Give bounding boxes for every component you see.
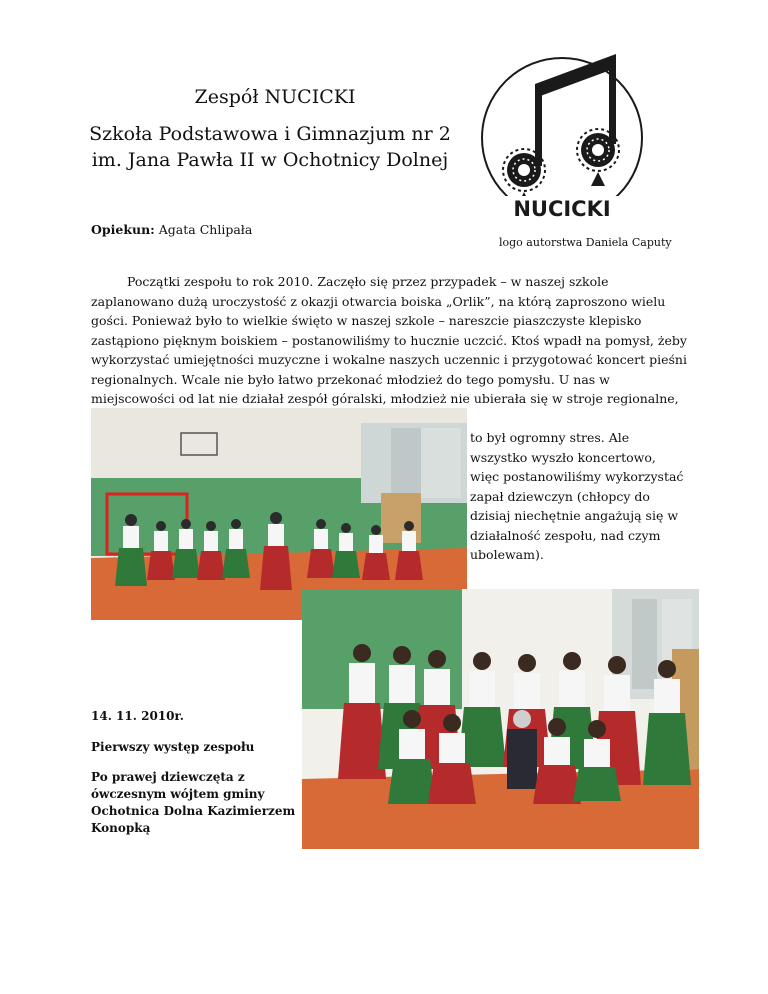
paragraph-intro-text: Początki zespołu to rok 2010. Zaczęło się przez przypadek – w naszej szkole zaplanowano dużą uroczystość z okazji otwarcia boiska „Orlik”, na którą zaproszono wielu gości. Ponieważ było to wielkie święto w naszej szkole – nareszcie piaszczyste klepisko zastąpiono pięknym boiskiem – postanowiliśmy to hucznie uczcić. Ktoś wpadł na pomysł, żeby wykorzystać umiejętności muzyczne i wokalne naszych uczennic i przygotować koncert pieśni regionalnych. Wcale nie było łatwo przekonać młodzież do tego pomysłu. U nas w miejscowości od lat nie działał zespół góralski, młodzież nie ubierała się w stroje regionalne,	[91, 274, 687, 406]
caption-description: Po prawej dziewczęta z ówczesnym wójtem gminy Ochotnica Dolna Kazimierzem Konopką	[91, 770, 296, 835]
paragraph-continuation: to był ogromny stres. Ale wszystko wyszło koncertowo, więc postanowiliśmy wykorzystać zapał dziewczyn (chłopcy do dzisiaj niechętnie angażują się w działalność zespołu, nad czym ubolewam).	[470, 430, 684, 562]
opiekun-name: Agata Chlipała	[158, 222, 253, 237]
opiekun-line	[91, 222, 252, 237]
opiekun-label: Opiekun:	[91, 222, 155, 237]
caption-first-performance: Pierwszy występ zespołu	[91, 740, 255, 754]
photo-group-with-mayor	[302, 589, 699, 849]
photo-caption	[91, 708, 296, 850]
caption-date: 14. 11. 2010r.	[91, 709, 184, 723]
logo-caption: logo autorstwa Daniela Caputy	[499, 236, 672, 249]
school-name: Szkoła Podstawowa i Gimnazjum nr 2 im. Jana Pawła II w Ochotnicy Dolnej	[89, 123, 451, 171]
nucicki-logo	[480, 46, 650, 236]
paragraph-intro	[91, 272, 691, 428]
logo-text: NUCICKI	[513, 197, 611, 221]
document-title: Zespół NUCICKI	[194, 86, 356, 108]
